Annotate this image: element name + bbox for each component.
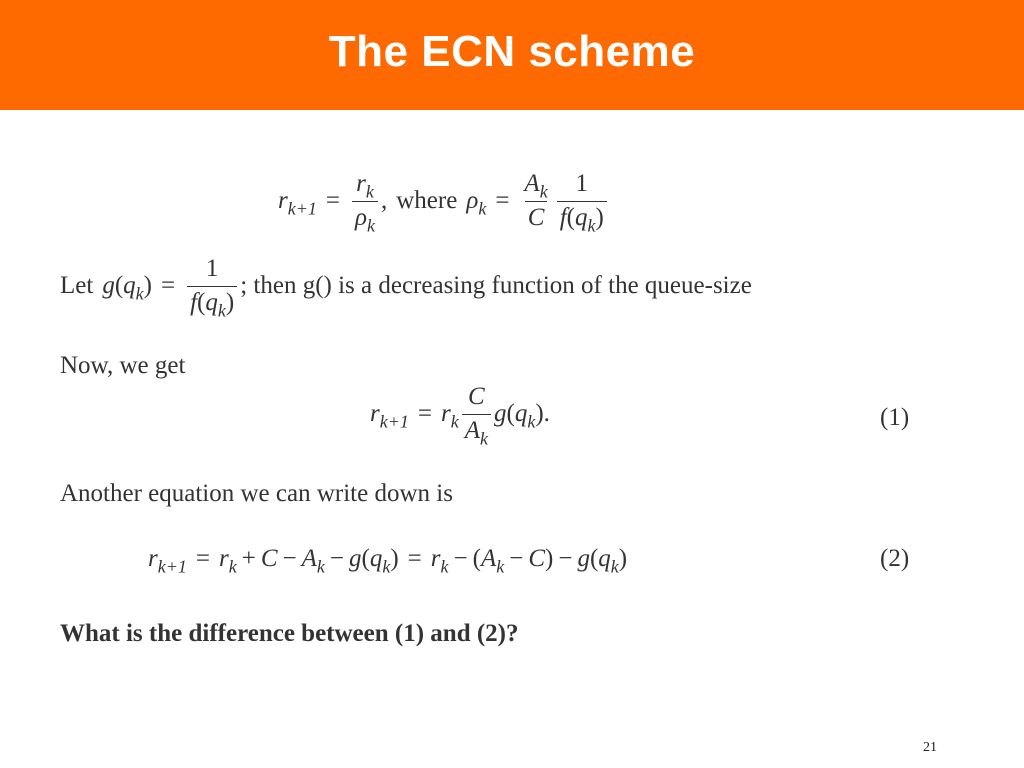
let-word: Let: [60, 272, 94, 300]
slide-title: The ECN scheme: [328, 27, 696, 76]
another-equation-text: Another equation we can write down is: [60, 480, 453, 507]
equation-2: $r_{k+1}$ = $r_k$ + C − $A_k$ − $g(q_k)$ = $r_k$ − ($A_k$ − C) − $g(q_k)$: [148, 545, 628, 577]
equation-rate-update: $r_{k+1}$ = $\frac{r_k}{\rho_k}$ , where $\rho_k$ = $\frac{A_k}{C}$ $\frac{1}{f(q_k)}$: [278, 170, 610, 233]
equation-2-label: (2): [880, 545, 910, 572]
title-bar: [0, 0, 1024, 110]
equation-1: $r_{k+1}$ = $r_k$ $\frac{C}{A_k}$ $g(q_k)$.: [370, 383, 550, 449]
now-we-get-text: Now, we get: [60, 352, 186, 379]
definition-g: Let $g(q_k)$ = $\frac{1}{f(q_k)}$ ; then g() is a decreasing function of the queue-size: [60, 255, 752, 321]
then-text: ; then g() is a decreasing function of the queue-size: [240, 272, 752, 300]
page-number: 21: [923, 740, 937, 755]
where-word: where: [396, 187, 458, 215]
question-text: What is the difference between (1) and (2)?: [60, 620, 519, 647]
equation-1-label: (1): [880, 404, 910, 431]
